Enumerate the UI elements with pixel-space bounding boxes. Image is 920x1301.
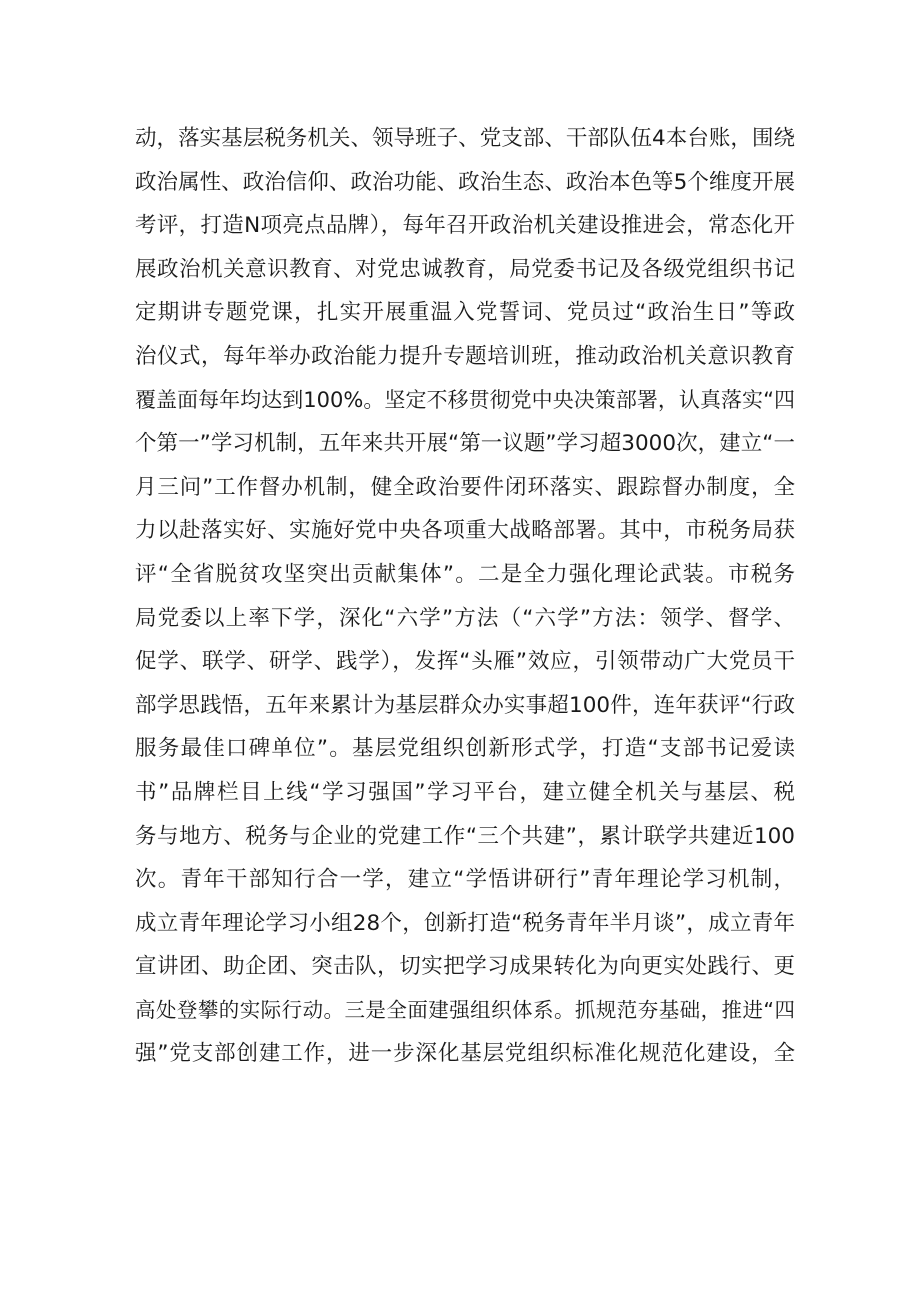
text-line: 务与地方、税务与企业的党建工作“三个共建”，累计联学共建近100 bbox=[135, 823, 795, 849]
text-line: 力以赴落实好、实施好党中央各项重大战略部署。其中，市税务局获 bbox=[135, 518, 795, 544]
text-line: 书”品牌栏目上线“学习强国”学习平台，建立健全机关与基层、税 bbox=[135, 779, 795, 805]
text-line: 服务最佳口碑单位”。基层党组织创新形式学，打造“支部书记爱读 bbox=[135, 736, 795, 762]
text-line: 次。青年干部知行合一学，建立“学悟讲研行”青年理论学习机制， bbox=[135, 867, 795, 893]
text-line: 促学、联学、研学、践学），发挥“头雁”效应，引领带动广大党员干 bbox=[135, 649, 795, 675]
text-line: 部学思践悟，五年来累计为基层群众办实事超100件，连年获评“行政 bbox=[135, 692, 795, 718]
text-line: 展政治机关意识教育、对党忠诚教育，局党委书记及各级党组织书记 bbox=[135, 256, 795, 282]
text-line: 定期讲专题党课，扎实开展重温入党誓词、党员过“政治生日”等政 bbox=[135, 300, 795, 326]
text-line: 宣讲团、助企团、突击队，切实把学习成果转化为向更实处践行、更 bbox=[135, 954, 795, 980]
text-line: 动，落实基层税务机关、领导班子、党支部、干部队伍4本台账，围绕 bbox=[135, 126, 795, 151]
text-line: 治仪式，每年举办政治能力提升专题培训班，推动政治机关意识教育 bbox=[135, 343, 795, 369]
text-line: 考评，打造N项亮点品牌），每年召开政治机关建设推进会，常态化开 bbox=[135, 213, 795, 239]
body-text bbox=[135, 117, 795, 1076]
text-line: 局党委以上率下学，深化“六学”方法（“六学”方法：领学、督学、 bbox=[135, 605, 795, 631]
text-line: 政治属性、政治信仰、政治功能、政治生态、政治本色等5个维度开展 bbox=[135, 169, 795, 195]
text-line: 高处登攀的实际行动。三是全面建强组织体系。抓规范夯基础，推进“四 bbox=[135, 997, 795, 1022]
text-line: 月三问”工作督办机制，健全政治要件闭环落实、跟踪督办制度，全 bbox=[135, 474, 795, 500]
text-line: 个第一”学习机制，五年来共开展“第一议题”学习超3000次，建立“一 bbox=[135, 431, 795, 457]
text-line: 覆盖面每年均达到100%。坚定不移贯彻党中央决策部署，认真落实“四 bbox=[135, 387, 795, 412]
text-line: 成立青年理论学习小组28个，创新打造“税务青年半月谈”，成立青年 bbox=[135, 910, 795, 936]
text-line: 强”党支部创建工作，进一步深化基层党组织标准化规范化建设，全 bbox=[135, 1041, 795, 1067]
text-line: 评“全省脱贫攻坚突出贡献集体”。二是全力强化理论武装。市税务 bbox=[135, 561, 795, 587]
